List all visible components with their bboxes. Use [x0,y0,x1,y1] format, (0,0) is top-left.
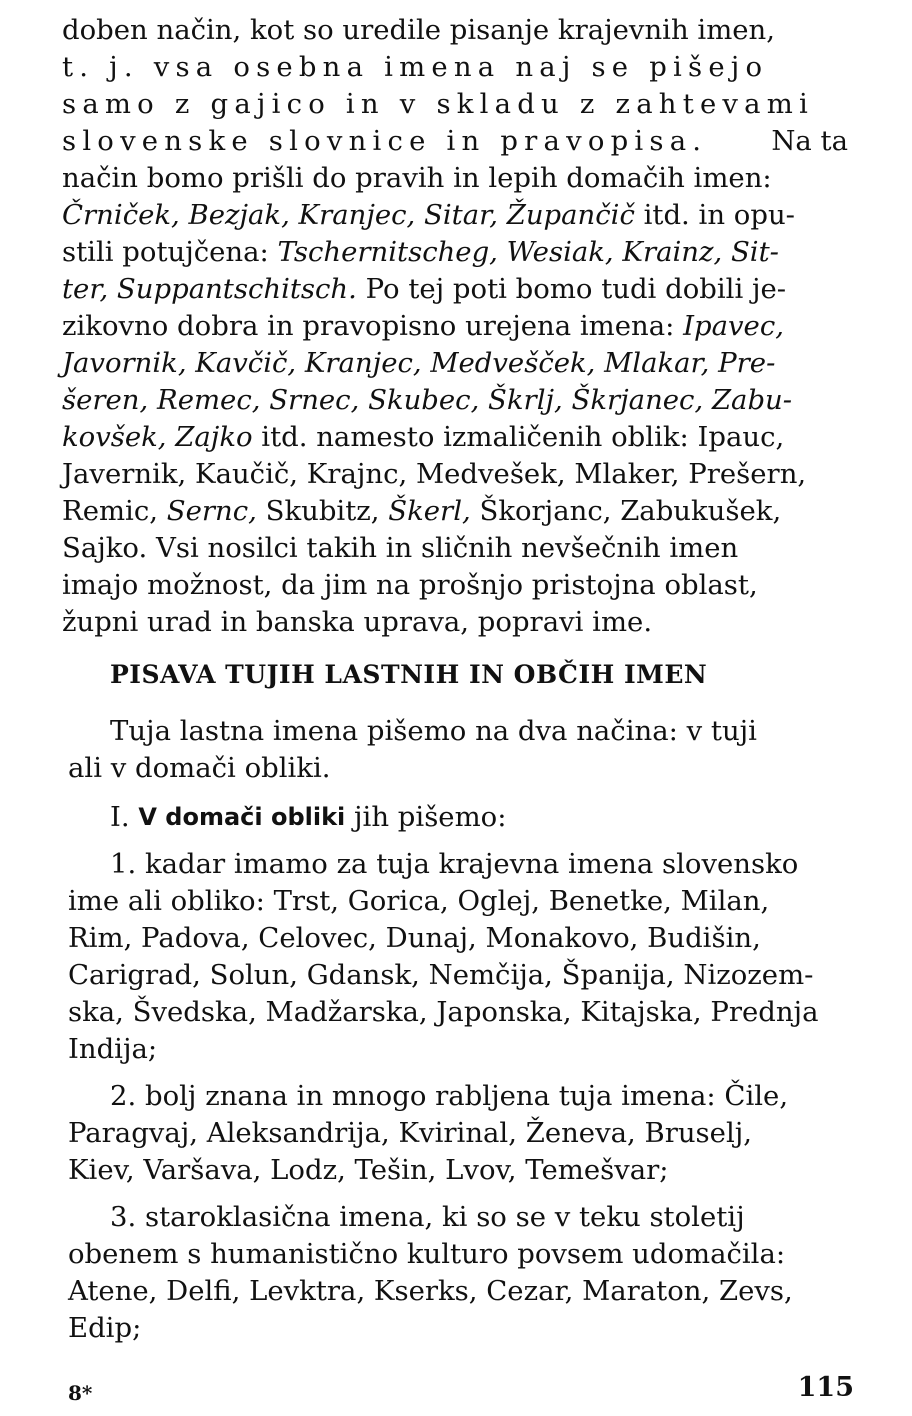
text-line: Indija; [68,1033,158,1065]
text-line: ali v domači obliki. [68,752,331,784]
list-heading: I. V domači obliki jih pišemo: [110,801,507,833]
text-line: Javernik, Kaučič, Krajnc, Medvešek, Mlaker, Prešern, [62,458,807,490]
text-line: šeren, Remec, Srnec, Skubec, Škrlj, Škrjanec, Zabu- [62,384,793,416]
page-number: 115 [797,1372,854,1403]
text-line: t. j. vsa osebna imena naj se pišejo [62,51,769,83]
section-heading: PISAVA TUJIH LASTNIH IN OBČIH IMEN [110,660,708,689]
text-line: 2. bolj znana in mnogo rabljena tuja imena: Čile, [110,1080,789,1112]
text-line: Carigrad, Solun, Gdansk, Nemčija, Španija, Nizozem- [68,959,814,991]
text-line: kovšek, Zajko itd. namesto izmaličenih oblik: Ipauc, [62,421,785,453]
text-line: Paragvaj, Aleksandrija, Kvirinal, Ženeva, Bruselj, [68,1117,753,1149]
text-line: samo z gajico in v skladu z zahtevami [62,88,815,120]
text-line: Rim, Padova, Celovec, Dunaj, Monakovo, Budišin, [68,922,761,954]
text-line: imajo možnost, da jim na prošnjo pristojna oblast, [62,569,758,601]
text-line: ter, Suppantschitsch. Po tej poti bomo tudi dobili je- [62,273,787,305]
text-line: Atene, Delfi, Levktra, Kserks, Cezar, Maraton, Zevs, [68,1275,793,1307]
signature-mark: 8* [68,1381,93,1405]
text-line: ime ali obliko: Trst, Gorica, Oglej, Benetke, Milan, [68,885,770,917]
text-line: Kiev, Varšava, Lodz, Tešin, Lvov, Temešvar; [68,1154,669,1186]
text-line: doben način, kot so uredile pisanje krajevnih imen, [62,14,776,46]
text-line: Remic, Sernc, Skubitz, Škerl, Škorjanc, Zabukušek, [62,495,782,527]
text-line: obenem s humanistično kulturo povsem udomačila: [68,1238,786,1270]
text-line: Javornik, Kavčič, Kranjec, Medvešček, Mlakar, Pre- [62,347,776,379]
text-line: 3. staroklasična imena, ki so se v teku stoletij [110,1201,745,1233]
text-line: način bomo prišli do pravih in lepih domačih imen: [62,162,772,194]
text-line: ska, Švedska, Madžarska, Japonska, Kitajska, Prednja [68,996,819,1028]
text-line: Edip; [68,1312,142,1344]
text-line: 1. kadar imamo za tuja krajevna imena slovensko [110,848,799,880]
text-line: Tuja lastna imena pišemo na dva načina: v tuji [110,715,757,747]
text-line: zikovno dobra in pravopisno urejena imena: Ipavec, [62,310,784,342]
text-line: slovenske slovnice in pravopisa. Na ta [62,125,848,157]
text-line: stili potujčena: Tschernitscheg, Wesiak, Krainz, Sit- [62,236,779,268]
text-line: Sajko. Vsi nosilci takih in sličnih nevšečnih imen [62,532,739,564]
text-line: župni urad in banska uprava, popravi ime. [62,606,653,638]
text-line: Črniček, Bezjak, Kranjec, Sitar, Župančič itd. in opu- [62,199,795,231]
